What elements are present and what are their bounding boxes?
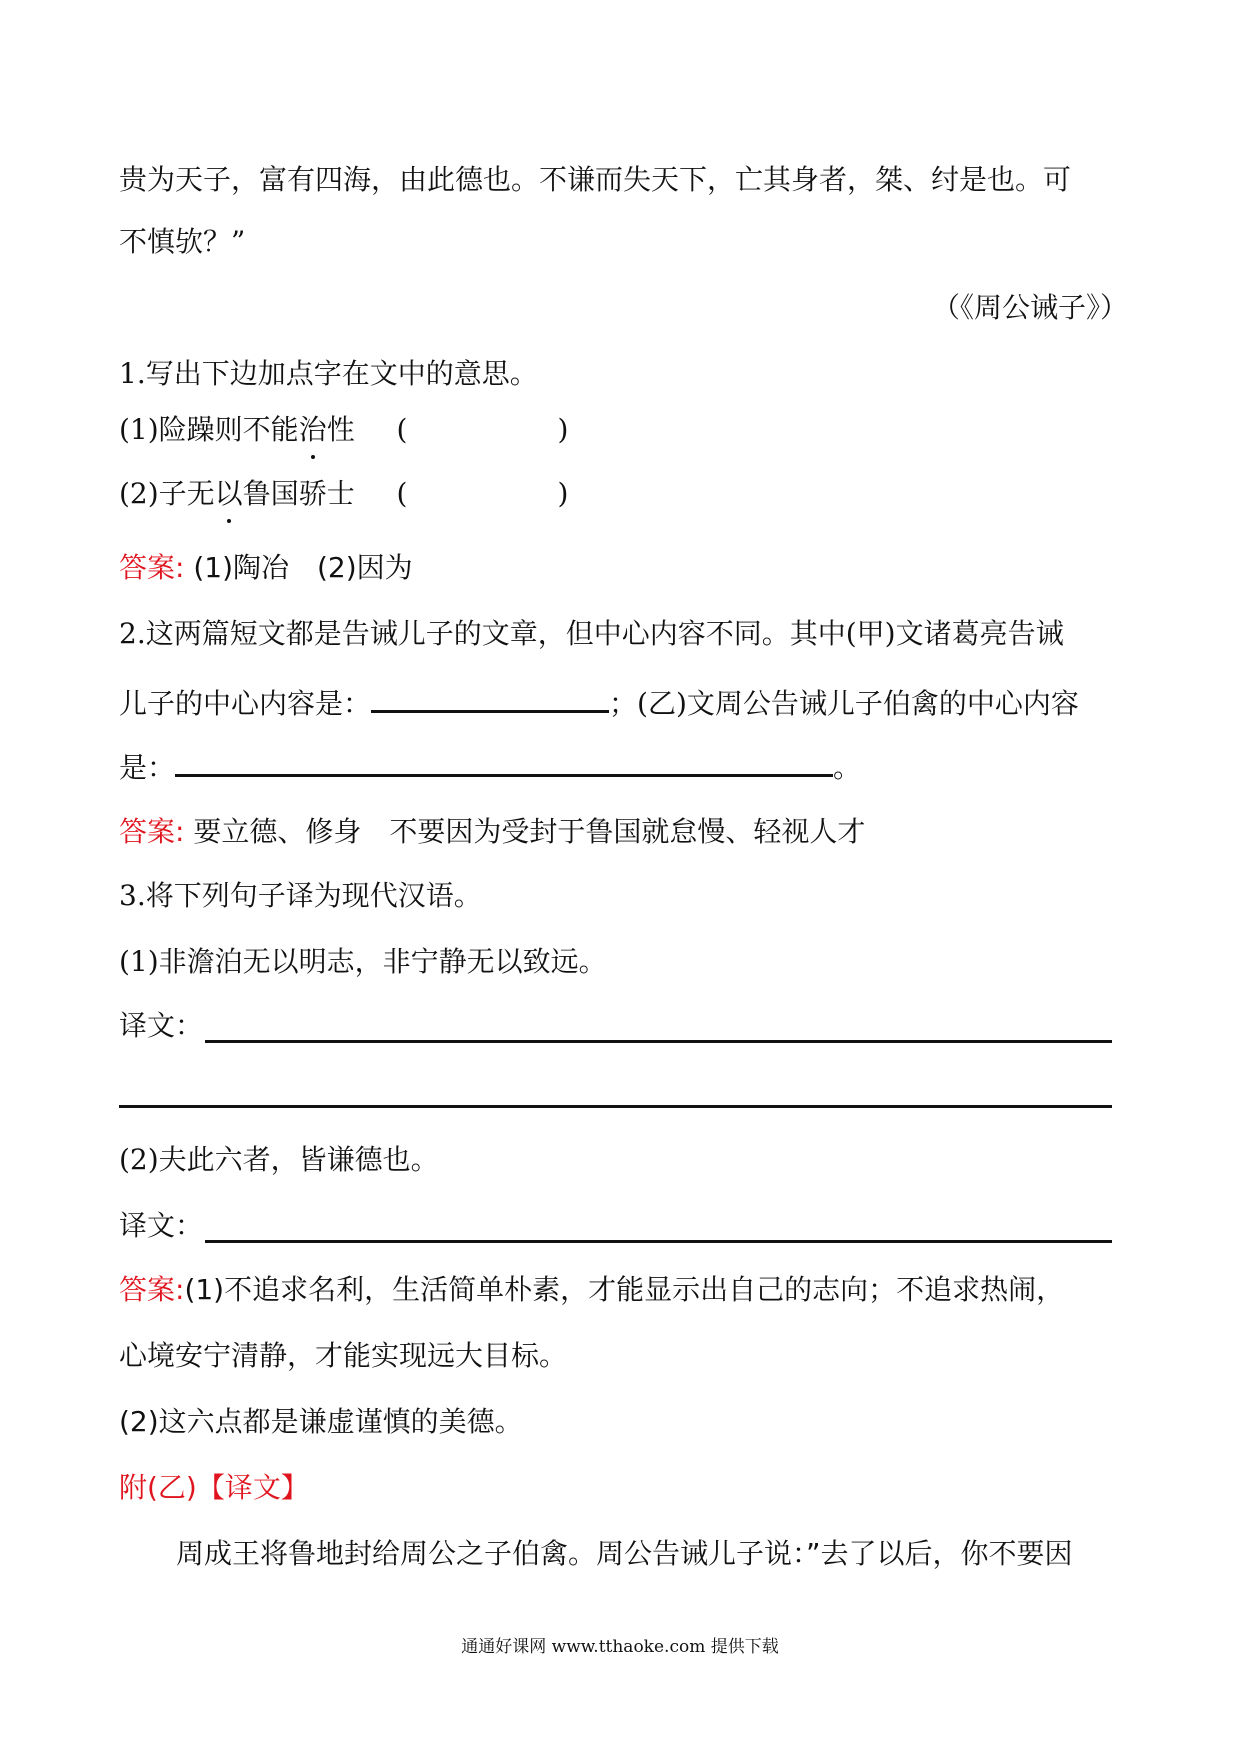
passage-source: （《周公诫子》）	[931, 291, 1128, 324]
q1-item-2-paren-close: )	[557, 477, 569, 510]
q1-answer	[119, 548, 413, 588]
q3-translate-line-2[interactable]	[205, 1240, 1112, 1243]
q2-line-2-text-after: ；(乙)文周公告诫儿子伯禽的中心内容	[609, 687, 1079, 720]
q1-item-1	[119, 410, 568, 450]
q2-line-2	[119, 680, 1079, 724]
q3-prompt: 3.将下列句子译为现代汉语。	[119, 879, 482, 912]
footer-credit: 通通好课网 www.tthaoke.com 提供下载	[461, 1637, 779, 1657]
q2-blank-2[interactable]	[175, 744, 833, 777]
q2-line-2-text: 儿子的中心内容是：	[119, 687, 372, 720]
q3-item-2: (2)夫此六者，皆谦德也。	[119, 1143, 439, 1176]
q3-answer-line-3: (2)这六点都是谦虚谨慎的美德。	[119, 1405, 523, 1438]
q1-item-2-dotted-char: 以	[215, 474, 243, 514]
q3-translate-line-1a[interactable]	[205, 1040, 1112, 1043]
q2-answer	[119, 812, 865, 852]
q1-item-2-paren-open: (	[396, 477, 408, 510]
q2-line-3	[119, 744, 861, 788]
q1-item-1-text-after: 性	[326, 413, 355, 446]
appendix-heading: 附(乙)【译文】	[119, 1471, 309, 1504]
q3-answer-line-2: 心境安宁清静，才能实现远大目标。	[119, 1339, 568, 1372]
q2-answer-label: 答案:	[119, 815, 185, 848]
q1-answer-label: 答案:	[119, 551, 185, 584]
q1-item-2-text-after: 鲁国骄士	[242, 477, 355, 510]
q3-translate-line-1b[interactable]	[119, 1105, 1112, 1108]
q3-answer-text-1: (1)不追求名利，生活简单朴素，才能显示出自己的志向；不追求热闹，	[184, 1273, 1065, 1306]
q1-item-1-paren-close: )	[557, 413, 569, 446]
q1-item-1-text: (1)险躁则不能	[119, 413, 299, 446]
q1-item-1-dotted-char: 治	[299, 410, 327, 450]
q1-item-2	[119, 474, 568, 514]
q1-answer-text: (1)陶冶 (2)因为	[193, 551, 413, 584]
q3-translate-label-2: 译文：	[119, 1209, 204, 1242]
q3-answer-line-1	[119, 1270, 1064, 1310]
passage-line-1: 贵为天子，富有四海，由此德也。不谦而失天下，亡其身者，桀、纣是也。可	[119, 163, 1072, 196]
q3-item-1: (1)非澹泊无以明志，非宁静无以致远。	[119, 945, 607, 978]
q2-line-1: 2.这两篇短文都是告诫儿子的文章，但中心内容不同。其中(甲)文诸葛亮告诫	[119, 617, 1064, 650]
q2-line-3-end: 。	[833, 751, 862, 784]
passage-line-2: 不慎欤？”	[119, 225, 246, 258]
q3-translate-label-1: 译文：	[119, 1009, 204, 1042]
q2-line-3-text: 是：	[119, 751, 176, 784]
q2-blank-1[interactable]	[371, 680, 609, 713]
q3-answer-label: 答案:	[119, 1273, 185, 1306]
q2-answer-text: 要立德、修身 不要因为受封于鲁国就怠慢、轻视人才	[193, 815, 866, 848]
q1-item-2-text: (2)子无	[119, 477, 215, 510]
q1-item-1-paren-open: (	[396, 413, 408, 446]
appendix-line-1: 周成王将鲁地封给周公之子伯禽。周公告诫儿子说：”去了以后，你不要因	[176, 1537, 1073, 1570]
q1-prompt: 1.写出下边加点字在文中的意思。	[119, 357, 538, 390]
